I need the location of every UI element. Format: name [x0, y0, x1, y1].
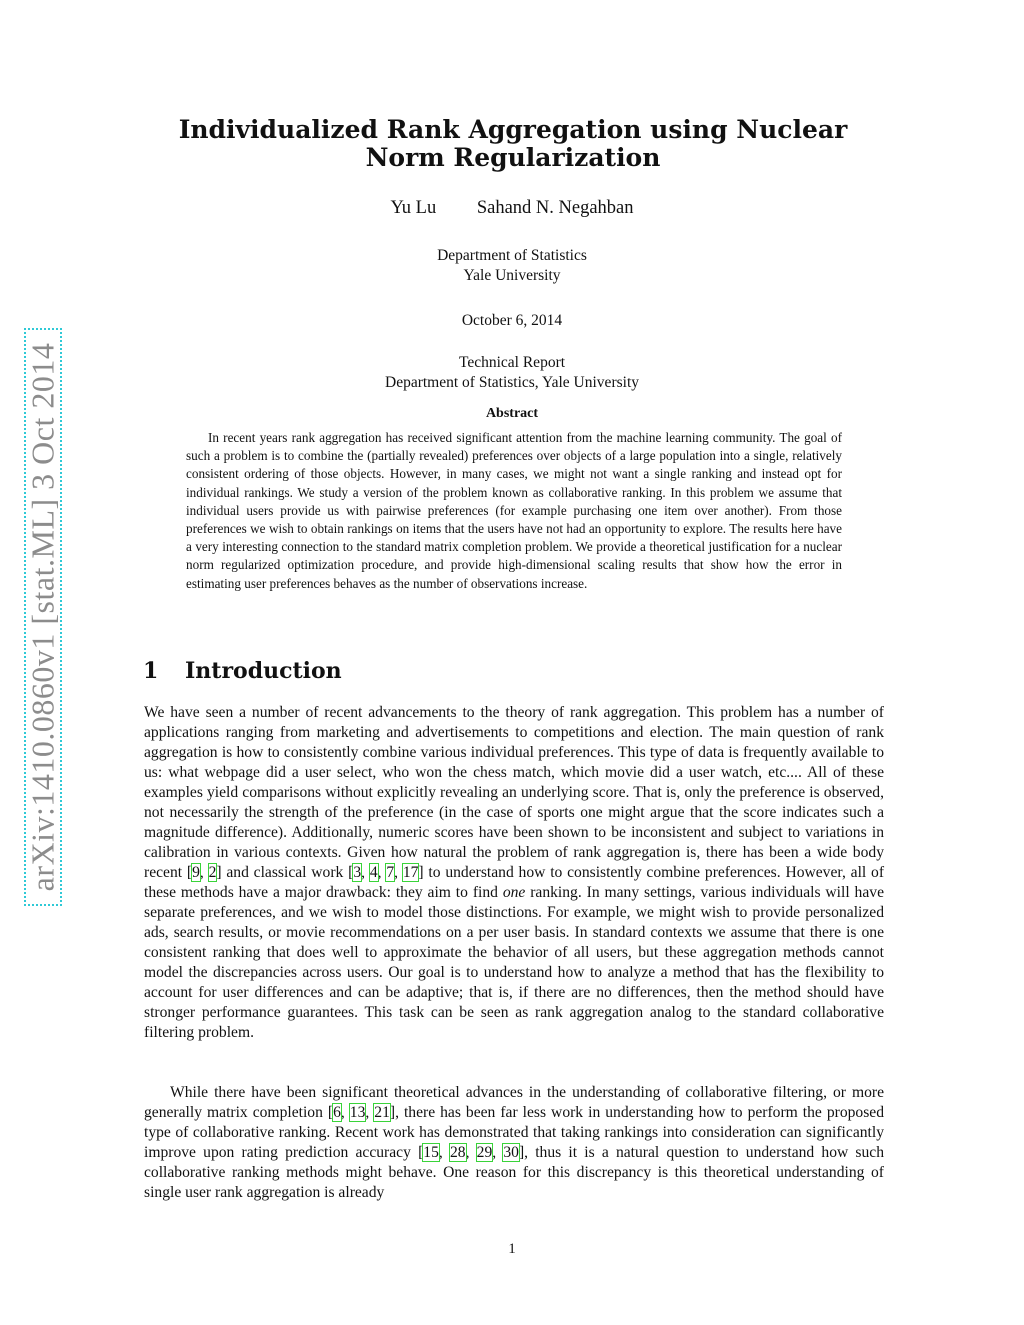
paragraph-text: ], thus it is a natural question to understand how such collaborative ranking methods might behave. One reason for this discrepancy is this theoretical understanding of single user rank aggregation is already: [144, 1144, 885, 1201]
citation-link[interactable]: 17: [402, 864, 419, 881]
citation-separator: ,: [492, 1144, 504, 1161]
citation-link[interactable]: 6: [333, 1104, 341, 1121]
section-number: 1: [143, 658, 159, 684]
paragraph-text: While there have been significant theoretical advances in the understanding of collaborative filtering, or more generally matrix completion [: [144, 1084, 884, 1121]
arxiv-identifier[interactable]: arXiv:1410.0860v1 [stat.ML] 3 Oct 2014: [24, 342, 61, 892]
citation-link[interactable]: 2: [208, 864, 217, 881]
citation-link[interactable]: 7: [386, 864, 395, 881]
affiliation-university: Yale University: [463, 267, 561, 284]
citation-link[interactable]: 30: [503, 1144, 519, 1161]
citation-separator: ,: [340, 1104, 350, 1121]
citation-link[interactable]: 4: [369, 864, 378, 881]
section-title: Introduction: [185, 658, 342, 684]
report-info: [0, 353, 1024, 393]
citation-link[interactable]: 21: [374, 1104, 390, 1121]
citation-separator: ,: [199, 864, 209, 881]
intro-paragraph-2: [144, 1083, 884, 1203]
citation-link[interactable]: 28: [449, 1144, 466, 1161]
citation-separator: ,: [365, 1104, 375, 1121]
paragraph-text: ], there has been far less work in understanding how to perform the proposed type of collaborative ranking. Recent work has demonstrated that taking rankings into consideration can significantly improve upon rating prediction accuracy [: [144, 1104, 885, 1161]
emphasis-text: one: [502, 884, 526, 901]
citation-link[interactable]: 13: [349, 1104, 366, 1121]
citation-separator: ,: [438, 1144, 450, 1161]
section-heading: [143, 658, 342, 684]
citation-link[interactable]: 3: [353, 864, 362, 881]
paragraph-text: We have seen a number of recent advancements to the theory of rank aggregation. This problem has a number of applications ranging from marketing and advertisements to competitions and election. The main question of rank aggregation is how to consistently combine various individual preferences. This type of data is frequently available to us: what webpage did a user select, who won the chess match, which movie did a user watch, etc.... All of these examples yield comparisons without explicitly revealing an underlying score. That is, only the preference is observed, not necessarily the strength of the preference (in the case of sports one might argue that the score indicates such a magnitude difference). Additionally, numeric scores have been shown to be inconsistent and subject to variations in calibration in various contexts. Given how natural the problem of rank aggregation is, there has been a wide body recent [: [144, 704, 884, 881]
affiliation: [0, 246, 1024, 286]
author-name: Sahand N. Negahban: [476, 198, 634, 218]
citation-separator: ,: [394, 864, 403, 881]
citation-separator: ,: [465, 1144, 477, 1161]
citation-link[interactable]: 29: [476, 1144, 493, 1161]
author-name: Yu Lu: [390, 198, 437, 218]
author-list: [0, 198, 1024, 219]
citation-separator: ,: [361, 864, 370, 881]
affiliation-department: Department of Statistics: [437, 247, 587, 264]
paragraph-text: ] to understand how to consistently combine preferences. However, all of these methods have a major drawback: they aim to find: [144, 864, 885, 901]
abstract-text: In recent years rank aggregation has received significant attention from the machine learning community. The goal of such a problem is to combine the (partially revealed) preferences over objects of a large population into a single, relatively consistent ordering of those objects. However, in many cases, we might not want a single ranking and instead opt for individual rankings. We study a version of the problem known as collaborative ranking. In this problem we assume that individual users provide us with pairwise preferences (for example purchasing one item over another). From those preferences we wish to obtain rankings on items that the users have not had an opportunity to explore. The results here have a very interesting connection to the standard matrix completion problem. We provide a theoretical justification for a nuclear norm regularized optimization procedure, and provide high-dimensional scaling results that show how the error in estimating user preferences behaves as the number of observations increase.: [186, 430, 842, 591]
citation-separator: ,: [377, 864, 387, 881]
paper-title: Individualized Rank Aggregation using Nuclear Norm Regularization: [178, 115, 848, 172]
abstract-heading: Abstract: [485, 406, 539, 421]
paragraph-text: ranking. In many settings, various individuals will have separate preferences, and we wish to model those distinctions. For example, we might wish to provide personalized ads, search results, or movie recommendations on a per user basis. In standard contexts we assume that there is one consistent ranking that does well to approximate the behavior of all users, but these aggregation methods cannot model the discrepancies across users. Our goal is to understand how to analyze a method that has the flexibility to account for user differences and can be adaptive; that is, if there are no differences, then the method should have stronger performance guarantees. This task can be seen as rank aggregation analog to the standard collaborative filtering problem.: [144, 884, 884, 1041]
page-number: 1: [508, 1241, 516, 1257]
citation-link[interactable]: 15: [423, 1144, 439, 1161]
report-institution: Department of Statistics, Yale University: [385, 374, 639, 391]
report-type: Technical Report: [458, 354, 566, 371]
citation-link[interactable]: 9: [192, 864, 200, 881]
intro-paragraph-1: [144, 703, 884, 1043]
paragraph-text: ] and classical work [: [216, 864, 354, 881]
paper-date: October 6, 2014: [461, 312, 563, 329]
